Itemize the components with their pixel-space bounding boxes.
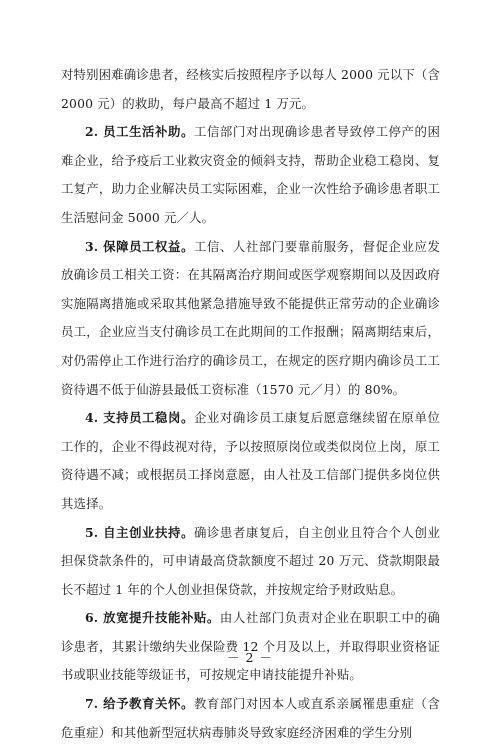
paragraph-2-text: 工信部门对出现确诊患者导致停工停产的困难企业，给予疫后工业救灾资金的倾斜支持，帮助企业稳工稳岗、复工复产，助力企业解决员工实际困难，企业一次性给予确诊患者职工生活慰问金 5000 元／人。 — [61, 124, 441, 225]
paragraph-1-text: 对特别困难确诊患者，经核实后按照程序予以每人 2000 元以下（含 2000 元）的救助，每户最高不超过 1 万元。 — [61, 67, 440, 111]
paragraph-2-heading: 2. 员工生活补助。 — [85, 124, 194, 140]
paragraph-5 — [61, 519, 440, 605]
paragraph-7-heading: 7. 给予教育关怀。 — [85, 696, 194, 712]
paragraph-6-heading: 6. 放宽提升技能补贴。 — [85, 610, 220, 626]
paragraph-4 — [61, 404, 440, 518]
paragraph-3-heading: 3. 保障员工权益。 — [85, 238, 194, 254]
paragraph-1 — [61, 61, 440, 118]
paragraph-7-text: 教育部门对因本人或直系亲属罹患重症（含危重症）和其他新型冠状病毒肺炎导致家庭经济困难的学生分别 — [61, 696, 441, 740]
paragraph-5-text: 确诊患者康复后，自主创业且符合个人创业担保贷款条件的，可申请最高贷款额度不超过 20 万元、贷款期限最长不超过 1 年的个人创业担保贷款，并按规定给予财政贴息。 — [61, 524, 441, 597]
paragraph-3-text: 工信、人社部门要靠前服务，督促企业应发放确诊员工相关工资：在其隔离治疗期间或医学观察期间以及因政府实施隔离措施或采取其他紧急措施导致不能提供正常劳动的企业确诊员工，企业应当支付确诊员工在此期间的工作报酬；隔离期结束后，对仍需停止工作进行治疗的确诊员工，在规定的医疗期内确诊员工工资待遇不低于仙游县最低工资标准（1570 元／月）的 80%。 — [61, 238, 441, 397]
paragraph-2 — [61, 118, 440, 232]
paragraph-4-text: 企业对确诊员工康复后愿意继续留在原单位工作的，企业不得歧视对待，予以按照原岗位或类似岗位上岗，原工资待遇不减；或根据员工择岗意愿，由人社及工信部门提供多岗位供其选择。 — [61, 410, 441, 511]
paragraph-4-heading: 4. 支持员工稳岗。 — [85, 410, 194, 426]
paragraph-7 — [61, 690, 440, 747]
paragraph-5-heading: 5. 自主创业扶持。 — [85, 524, 194, 540]
page-number: － 2 － — [227, 650, 273, 665]
paragraph-6-text: 由人社部门负责对企业在职职工中的确诊患者，其累计缴纳失业保险费 12 个月及以上，并取得职业资格证书或职业技能等级证书，可按规定申请技能提升补贴。 — [61, 610, 440, 683]
paragraph-3 — [61, 233, 440, 405]
